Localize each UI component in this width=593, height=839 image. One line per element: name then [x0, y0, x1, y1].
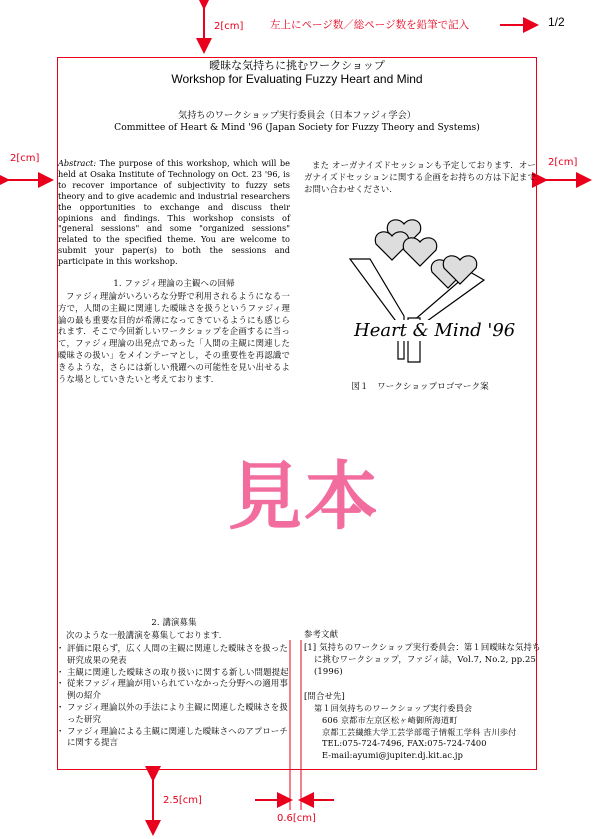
logo-text: Heart & Mind '96	[354, 320, 516, 341]
page-note: 左上にページ数／総ページ数を鉛筆で記入	[270, 19, 470, 31]
committee-ja: 気持ちのワークショップ実行委員会（日本ファジィ学会）	[178, 110, 416, 121]
right-intro: また オーガナイズドセッションも予定しております．オーガナイズドセッションに関する企画をお持ちの方は下記までお問い合わせください．	[304, 160, 536, 194]
contact-heading: [問合せ先]	[304, 691, 345, 701]
contact-block	[314, 703, 536, 762]
sample-watermark: 見本	[228, 454, 380, 540]
abstract-label: Abstract:	[58, 158, 97, 168]
column-gap-label: 0.6[cm]	[277, 813, 316, 824]
title-ja: 曖昧な気持ちに挑むワークショップ	[209, 59, 385, 72]
left-margin-label: 2[cm]	[10, 153, 40, 164]
list-item: ・ ファジィ理論による主観に関連した曖昧さへのアプローチに関する提言	[58, 726, 290, 750]
list-item: ・ 評価に限らず，広く人間の主観に関連した曖昧さを扱った研究成果の発表	[58, 643, 290, 667]
section1-heading: 1. ファジィ理論の主観への回帰	[113, 278, 235, 288]
page-number: 1/2	[548, 15, 565, 29]
contact-line: TEL:075-724-7496, FAX:075-724-7400	[322, 738, 487, 749]
top-margin-label: 2[cm]	[214, 21, 244, 32]
bottom-margin-label: 2.5[cm]	[163, 795, 202, 806]
heart-mind-logo	[340, 214, 500, 374]
contact-line: 第１回気持ちのワークショップ実行委員会	[314, 703, 473, 713]
section2-list	[58, 643, 290, 749]
right-margin-label: 2[cm]	[548, 157, 578, 168]
figure-caption: 図１ ワークショップロゴマーク案	[351, 382, 489, 392]
reference-item: [1] 気持ちのワークショップ実行委員会：第１回曖昧な気持ちに挑むワークショップ，ファジィ誌，Vol.7, No.2, pp.25 (1996)	[304, 642, 541, 676]
contact-line: E-mail:ayumi@jupiter.dj.kit.ac.jp	[322, 750, 463, 761]
contact-line: 京都工芸繊維大学工芸学部電子情報工学科 吉川歩付	[322, 726, 517, 737]
contact-line: 606 京都市左京区松ヶ崎御所海道町	[322, 714, 458, 725]
list-item: ・ 主観に関連した曖昧さの取り扱いに関する新しい問題提起	[58, 667, 290, 679]
list-item: ・ ファジィ理論以外の手法により主観に関連した曖昧さを扱った研究	[58, 702, 290, 726]
section1-body: ファジィ理論がいろいろな分野で利用されるようになる一方で，人間の主観に関連した曖昧さを扱うというファジィ理論の最も重要な目的が希薄になってきているようにも感じられます．そこで今回新しいワークショップを企画するに当って，ファジィ理論の出発点であった「人間の主観に関連した曖昧さの扱い」をメインテーマとし，その重要性を再認識できるような，さらには新しい飛躍への可能性を見い出せるような場としていきたいと考えております．	[58, 291, 290, 384]
section2-intro: 次のような一般講演を募集しております．	[66, 630, 228, 640]
abstract-text: The purpose of this workshop, which will be held at Osaka Institute of Technology on Oct. 23 '96, is to recover importance of subjectivity to fuzzy sets theory and to give academic and industrial researchers the opportunities to exchange and discuss their opinions and findings. This workshop consists of "general sessions" and some "organized sessions" related to the specified theme. You are welcome to submit your paper(s) to both the sessions and participate in this workshop.	[58, 158, 290, 267]
committee-en: Committee of Heart & Mind '96 (Japan Society for Fuzzy Theory and Systems)	[114, 122, 480, 133]
references-heading: 参考文献	[304, 629, 339, 639]
title-en: Workshop for Evaluating Fuzzy Heart and Mind	[171, 72, 423, 86]
section2-heading: 2. 講演募集	[151, 617, 197, 627]
list-item: ・ 従来ファジィ理論が用いられていなかった分野への適用事例の紹介	[58, 678, 290, 702]
abstract	[58, 158, 290, 267]
